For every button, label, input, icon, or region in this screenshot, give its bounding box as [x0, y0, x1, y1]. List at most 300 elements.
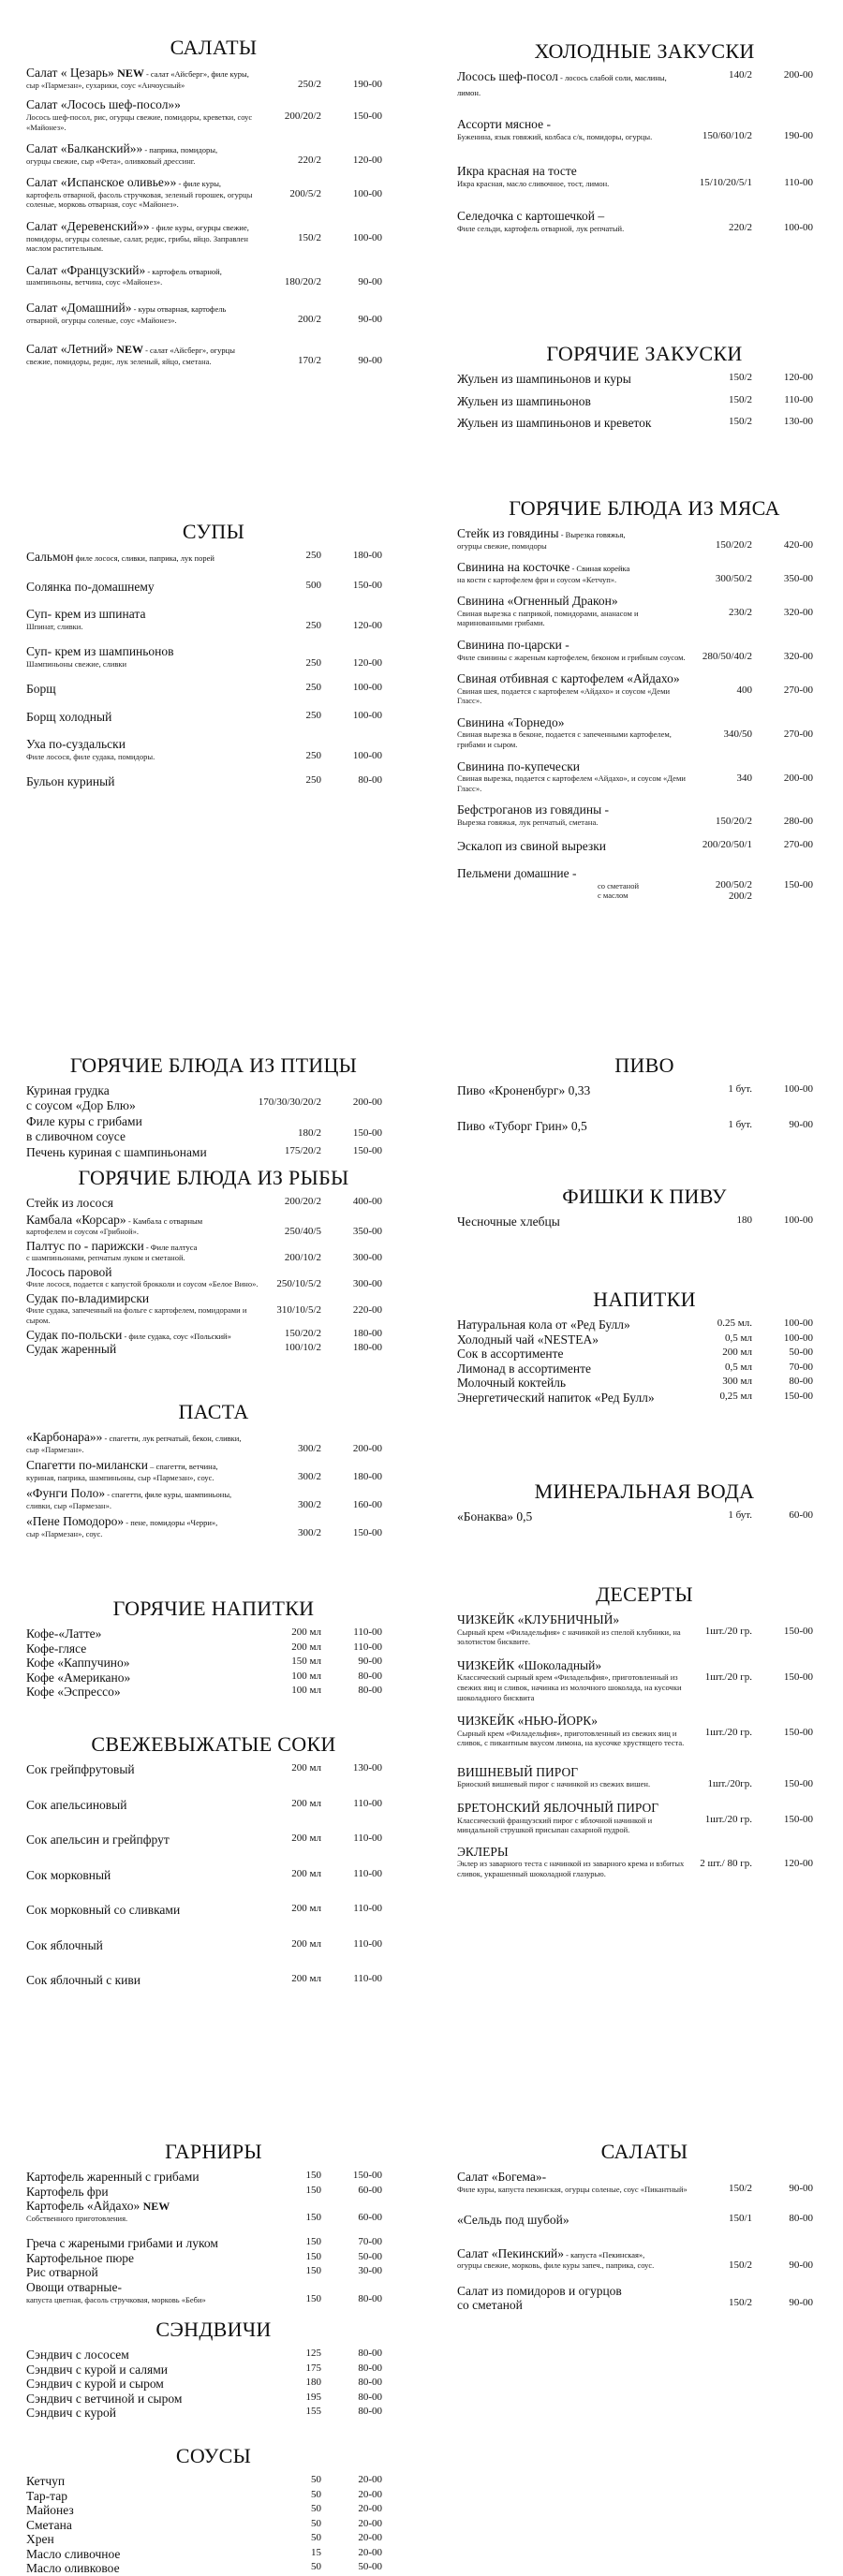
item-description: помидоры, огурцы соленые, салат, редис, грибы, яйцо. Заправлен маслом растительным. — [26, 233, 248, 254]
menu-item — [26, 1685, 401, 1700]
item-price: 100-00 — [352, 709, 382, 721]
item-price: 80-00 — [358, 2406, 382, 2418]
item-weight: 50 — [311, 2488, 321, 2500]
item-price: 320-00 — [783, 607, 813, 619]
item-description: Сырный крем «Филадельфия», приготовленный из свежих яиц и сливок, с пикантным вкусом лимона, на кусочке хрустящего теста. — [457, 1728, 685, 1748]
item-name: Кофе «Американо» — [26, 1670, 131, 1685]
item-price: 110-00 — [353, 1627, 382, 1638]
menu-item — [26, 1239, 401, 1263]
item-description: сыр «Пармезан», сухарики, соус «Анчоусный» — [26, 80, 185, 90]
menu-item — [26, 342, 401, 366]
menu-item — [26, 682, 401, 697]
item-price: 270-00 — [783, 728, 813, 740]
item-name: ВИШНЕВЫЙ ПИРОГ — [457, 1764, 578, 1779]
item-name: Судак по-польски — [26, 1327, 123, 1342]
item-name: Салат «Деревенский»» — [26, 219, 150, 234]
item-price: 20-00 — [358, 2546, 382, 2558]
menu-item — [457, 715, 832, 750]
item-name: Суп- крем из шампиньонов — [26, 644, 174, 659]
item-description: Свиная вырезка с паприкой, помидорами, ананасом и маринованными грибами. — [457, 608, 639, 628]
item-description: на кости с картофелем фри и соусом «Кетчуп». — [457, 574, 617, 584]
item-price: 100-00 — [783, 1214, 813, 1226]
item-description: отварной, огурцы соленые, соус «Майонез». — [26, 315, 177, 325]
item-name: Масло оливковое — [26, 2561, 120, 2576]
item-name: Майонез — [26, 2503, 74, 2518]
item-weight: 15/10/20/5/1 — [699, 177, 752, 189]
menu-item — [26, 1342, 401, 1357]
item-price: 160-00 — [352, 1499, 382, 1511]
item-price: 90-00 — [358, 275, 382, 287]
item-weight: 250/40/5 — [284, 1225, 321, 1237]
item-weight: 175 — [305, 2362, 321, 2374]
section-salads2 — [457, 2140, 832, 2313]
item-name: Солянка по-домашнему — [26, 579, 155, 594]
menu-item — [457, 839, 832, 854]
item-price: 120-00 — [783, 372, 813, 383]
item-weight: 50 — [311, 2474, 321, 2485]
menu-item — [26, 2377, 401, 2392]
menu-item — [26, 2170, 401, 2185]
item-name-line2: в сливочном соусе — [26, 1128, 126, 1143]
item-weight: 250 — [305, 750, 321, 762]
item-description: картофелем и соусом «Грибной». — [26, 1227, 140, 1237]
menu-item — [26, 2236, 401, 2251]
item-weight: 180/2 — [297, 1127, 321, 1140]
menu-item — [457, 638, 832, 662]
item-price: 80-00 — [358, 2293, 382, 2304]
item-inline-desc: - филе куры, — [176, 179, 222, 189]
item-name: Сок грейпфрутовый — [26, 1762, 135, 1776]
item-inline-desc: – спагетти, ветчина, — [147, 1462, 218, 1472]
item-price: 200-00 — [783, 69, 813, 81]
item-inline-desc: - Свиная корейка — [569, 564, 630, 574]
item-weight: 150/20/2 — [284, 1327, 321, 1339]
item-name: Свинина на косточке — [457, 560, 570, 575]
item-weight: 1 бут. — [728, 1509, 752, 1521]
menu-item — [26, 550, 401, 565]
item-price: 90-00 — [358, 355, 382, 367]
item-name: Судак жаренный — [26, 1342, 117, 1357]
item-weight: 250 — [305, 657, 321, 670]
item-price: 120-00 — [352, 657, 382, 670]
item-description: Собственного приготовления. — [26, 2213, 128, 2223]
item-name: ЧИЗКЕЙК «КЛУБНИЧНЫЙ» — [457, 1612, 620, 1627]
item-name: Кетчуп — [26, 2474, 66, 2488]
item-name: Овощи отварные- — [26, 2280, 122, 2294]
item-description: Филе куры, капуста пекинская, огурцы соленые, соус «Пикантный» — [457, 2184, 688, 2194]
item-name: Сок морковный со сливками — [26, 1903, 181, 1918]
item-inline-desc: - капуста «Пекинская», — [564, 2249, 645, 2260]
item-price: 100-00 — [352, 750, 382, 762]
item-price: 90-00 — [358, 314, 382, 325]
menu-item — [457, 1391, 832, 1406]
item-name: Энергетический напиток «Ред Булл» — [457, 1390, 655, 1405]
item-name: Сэндвич с курой и сыром — [26, 2377, 164, 2392]
menu-item — [457, 1612, 832, 1647]
menu-item — [457, 117, 832, 141]
item-description: куриная, паприка, шампиньоны, сыр «Пармезан», соус. — [26, 1472, 214, 1482]
item-price: 100-00 — [352, 188, 382, 200]
item-variant: с маслом — [598, 891, 629, 901]
section-fish — [26, 1166, 401, 1357]
item-name: Свинина «Торнедо» — [457, 714, 565, 729]
item-price: 110-00 — [353, 1973, 382, 1985]
item-price: 110-00 — [353, 1641, 382, 1653]
item-name: Картофель фри — [26, 2184, 109, 2199]
menu-item — [26, 1213, 401, 1237]
item-weight: 100/10/2 — [284, 1342, 321, 1354]
item-weight-2: 200/2 — [728, 891, 752, 903]
menu-item — [457, 1362, 832, 1376]
item-weight: 200 мл — [291, 1627, 321, 1638]
item-name: Сэндвич с лососем — [26, 2348, 129, 2362]
item-price: 180-00 — [352, 1327, 382, 1339]
item-name: Икра красная на тосте — [457, 164, 577, 179]
item-description: Классический французский пирог с яблочной начинкой и миндальной струшкой присыпан сахарной пудрой. — [457, 1815, 653, 1835]
item-weight: 200 мл — [291, 1641, 321, 1653]
item-name-line2: с соусом «Дор Блю» — [26, 1097, 136, 1112]
item-weight: 1шт./20 гр. — [704, 1814, 752, 1826]
section-title: НАПИТКИ — [593, 1288, 696, 1311]
item-description: Филе сельди, картофель отварной, лук репчатый. — [457, 223, 625, 233]
item-weight: 150/2 — [728, 2296, 752, 2308]
section-title: САЛАТЫ — [170, 36, 258, 59]
item-weight: 200/20/2 — [284, 1196, 321, 1207]
menu-item — [26, 1762, 401, 1777]
section-title: ГОРЯЧИЕ НАПИТКИ — [112, 1597, 315, 1620]
item-weight: 150/2 — [728, 393, 752, 405]
item-name: Суп- крем из шпината — [26, 607, 146, 622]
section-pasta — [26, 1400, 401, 1539]
item-name: Пельмени домашние - — [457, 866, 577, 881]
menu-item — [457, 2246, 832, 2271]
menu-item — [26, 219, 401, 254]
item-price: 300-00 — [352, 1277, 382, 1289]
item-price: 100-00 — [783, 1332, 813, 1344]
item-price: 80-00 — [358, 2377, 382, 2389]
item-price: 20-00 — [358, 2517, 382, 2529]
item-price: 60-00 — [358, 2184, 382, 2196]
section-title: ГОРЯЧИЕ ЗАКУСКИ — [546, 342, 743, 365]
item-weight: 170/2 — [297, 355, 321, 367]
item-name: Палтус по - парижски — [26, 1238, 144, 1253]
item-price: 20-00 — [358, 2474, 382, 2485]
item-price: 130-00 — [783, 416, 813, 428]
item-name: Сок яблочный с киви — [26, 1973, 141, 1988]
item-weight: 150/2 — [728, 2259, 752, 2271]
item-price: 80-00 — [358, 2362, 382, 2374]
item-description: Филе свинины с жареным картофелем, беконом и грибным соусом. — [457, 652, 686, 662]
item-weight: 200 мл — [291, 1833, 321, 1845]
item-weight: 0,5 мл — [725, 1332, 752, 1344]
menu-item — [26, 2503, 401, 2518]
item-weight: 150/20/2 — [715, 539, 752, 551]
menu-item — [457, 1376, 832, 1391]
item-name: Бульон куриный — [26, 774, 115, 789]
item-name: Жульен из шампиньонов — [457, 393, 591, 408]
section-hot-drinks — [26, 1597, 401, 1700]
item-weight: 2 шт./ 80 гр. — [700, 1857, 752, 1869]
item-weight: 220/2 — [728, 222, 752, 234]
new-badge: NEW — [142, 2200, 170, 2214]
item-weight: 150/60/10/2 — [702, 130, 752, 142]
menu-item — [26, 1938, 401, 1953]
item-weight: 1 бут. — [728, 1118, 752, 1130]
item-weight: 150 — [305, 2293, 321, 2304]
item-description: шампиньоны, ветчина, соус «Майонез». — [26, 277, 163, 287]
item-name: Холодный чай «NESTEA» — [457, 1332, 599, 1347]
item-name: Жульен из шампиньонов и креветок — [457, 416, 652, 431]
menu-item — [457, 2170, 832, 2194]
item-name: Кофе «Эспрессо» — [26, 1685, 121, 1700]
item-weight: 280/50/40/2 — [702, 651, 752, 663]
item-name: Салат «Домашний» — [26, 301, 132, 315]
section-hot-snacks — [457, 342, 832, 431]
item-price: 150-00 — [352, 110, 382, 123]
item-weight: 100 мл — [291, 1685, 321, 1697]
item-price: 20-00 — [358, 2488, 382, 2500]
item-weight: 1шт./20 гр. — [704, 1626, 752, 1637]
item-name: Кофе «Каппучино» — [26, 1656, 130, 1671]
item-weight: 300/2 — [297, 1499, 321, 1511]
section-title: СЭНДВИЧИ — [155, 2318, 272, 2341]
item-name: Сэндвич с курой и салями — [26, 2362, 168, 2377]
item-name: Эскалоп из свиной вырезки — [457, 838, 607, 853]
item-inline-desc: - куры отварная, картофель — [131, 304, 227, 314]
item-weight: 200 мл — [291, 1903, 321, 1915]
menu-item — [457, 1845, 832, 1879]
menu-item — [457, 1083, 832, 1098]
item-description: Свиная вырезка, подается с картофелем «Айдахо», и соусом «Деми Гласс». — [457, 773, 686, 793]
section-water — [457, 1479, 832, 1524]
section-desserts — [457, 1582, 832, 1879]
item-price: 220-00 — [352, 1303, 382, 1316]
item-price: 110-00 — [784, 393, 813, 405]
item-name: Салат « Цезарь» — [26, 66, 114, 80]
menu-item — [26, 1903, 401, 1918]
item-name: Филе куры с грибами — [26, 1114, 142, 1129]
menu-item — [26, 1671, 401, 1685]
menu-item — [457, 1119, 832, 1134]
item-price: 110-00 — [353, 1833, 382, 1845]
section-garnish — [26, 2140, 401, 2304]
menu-item — [457, 1765, 832, 1789]
item-weight: 1шт./20 гр. — [704, 1671, 752, 1683]
item-weight: 150/2 — [728, 416, 752, 428]
item-name: Сок яблочный — [26, 1937, 103, 1952]
item-description: огурцы свежие, помидоры — [457, 540, 547, 551]
item-weight: 400 — [736, 684, 752, 697]
item-price: 150-00 — [352, 1127, 382, 1140]
item-name: Сэндвич с курой — [26, 2406, 117, 2421]
item-price: 100-00 — [352, 682, 382, 694]
new-badge: NEW — [116, 343, 143, 357]
menu-item — [26, 1514, 401, 1538]
item-variant: со сметаной — [598, 880, 640, 891]
menu-item — [26, 710, 401, 725]
item-weight: 200/20/2 — [284, 110, 321, 123]
item-price: 150-00 — [783, 1626, 813, 1637]
item-weight: 200 мл — [291, 1762, 321, 1774]
item-weight: 340 — [736, 772, 752, 784]
menu-item — [26, 2518, 401, 2533]
menu-item — [26, 66, 401, 90]
item-price: 150-00 — [352, 579, 382, 591]
item-inline-desc: - Камбала с отварным — [126, 1215, 203, 1226]
item-name: Лосось шеф-посол — [457, 69, 558, 83]
item-price: 100-00 — [352, 232, 382, 244]
item-weight: 250 — [305, 620, 321, 632]
item-weight: 200/20/50/1 — [702, 838, 752, 850]
item-name: «Карбонара»» — [26, 1430, 103, 1444]
menu-item — [26, 1328, 401, 1343]
item-description: Икра красная, масло сливочное, тост, лимон. — [457, 178, 610, 188]
item-name: Печень куриная с шампиньонами — [26, 1145, 207, 1160]
menu-item — [457, 394, 832, 409]
item-weight: 220/2 — [297, 155, 321, 167]
item-inline-desc: - Филе палтуса — [143, 1242, 198, 1252]
item-price: 200-00 — [352, 1443, 382, 1454]
item-weight: 250 — [305, 550, 321, 561]
item-price: 100-00 — [783, 1317, 813, 1329]
item-weight: 0,25 мл — [719, 1390, 752, 1402]
item-weight: 50 — [311, 2517, 321, 2529]
menu-item — [26, 644, 401, 669]
section-poultry — [26, 1053, 401, 1160]
item-weight: 500 — [305, 579, 321, 591]
menu-item — [26, 2185, 401, 2200]
item-inline-desc: - паприка, помидоры, — [142, 145, 218, 155]
menu-item — [457, 1714, 832, 1748]
item-description: огурцы свежие, морковь, филе куры запеч., паприка, соус. — [457, 2260, 655, 2271]
menu-item — [457, 866, 832, 901]
section-title: СУПЫ — [182, 520, 245, 543]
item-name: Пиво «Туборг Грин» 0,5 — [457, 1118, 587, 1133]
item-price: 110-00 — [353, 1797, 382, 1809]
item-weight: 300/2 — [297, 1471, 321, 1483]
item-description: Бриоский вишневый пирог с начинкой из свежих вишен. — [457, 1779, 651, 1789]
item-weight: 200 мл — [291, 1797, 321, 1809]
menu-item — [26, 301, 401, 325]
item-weight: 150/20/2 — [715, 816, 752, 828]
menu-item — [26, 2392, 401, 2407]
item-price: 300-00 — [352, 1251, 382, 1263]
item-price: 90-00 — [789, 1118, 813, 1130]
menu-item — [26, 2280, 401, 2304]
menu-item — [26, 1973, 401, 1988]
item-price: 420-00 — [783, 539, 813, 551]
item-weight: 250 — [305, 709, 321, 721]
item-name: Хрен — [26, 2532, 54, 2547]
item-weight: 150 — [305, 2236, 321, 2248]
item-name: Сок морковный — [26, 1867, 111, 1882]
item-price: 90-00 — [789, 2259, 813, 2271]
item-weight: 200/50/2 — [715, 879, 752, 891]
menu-item — [457, 594, 832, 628]
menu-item — [26, 1114, 401, 1143]
menu-item — [26, 2265, 401, 2280]
item-weight: 140/2 — [728, 69, 752, 81]
item-weight: 150 — [305, 2170, 321, 2181]
item-price: 200-00 — [352, 1097, 382, 1108]
item-description: сыр «Пармезан», соус. — [26, 1528, 103, 1538]
item-weight: 230/2 — [728, 607, 752, 619]
item-price: 180-00 — [352, 1471, 382, 1483]
item-price: 280-00 — [783, 816, 813, 828]
menu-item — [26, 1868, 401, 1883]
item-price: 150-00 — [783, 1777, 813, 1789]
item-name: Спагетти по-милански — [26, 1458, 148, 1473]
item-name: ЧИЗКЕЙК «НЬЮ-ЙОРК» — [457, 1714, 599, 1729]
item-price: 150-00 — [783, 1671, 813, 1683]
item-description: Буженина, язык говяжий, колбаса с/к, помидоры, огурцы. — [457, 131, 653, 141]
item-name: Борщ холодный — [26, 709, 112, 724]
item-price: 110-00 — [353, 1937, 382, 1950]
item-description: Шпинат, сливки. — [26, 621, 83, 631]
section-juices — [26, 1732, 401, 1988]
item-description: Вырезка говяжья, лук репчатый, сметана. — [457, 817, 599, 827]
item-price: 320-00 — [783, 651, 813, 663]
section-title: ГОРЯЧИЕ БЛЮДА ИЗ МЯСА — [509, 496, 780, 520]
item-price: 180-00 — [352, 1342, 382, 1354]
item-weight: 1шт./20 гр. — [704, 1727, 752, 1739]
item-weight: 150 — [305, 2265, 321, 2277]
item-price: 120-00 — [352, 155, 382, 167]
menu-item — [26, 1656, 401, 1671]
item-weight: 250 — [305, 774, 321, 787]
item-inline-desc: - картофель отварной, — [145, 266, 222, 276]
item-price: 90-00 — [358, 1656, 382, 1668]
menu-item — [26, 97, 401, 132]
menu-item — [26, 1265, 401, 1289]
item-weight: 250 — [305, 682, 321, 694]
item-price: 110-00 — [353, 1903, 382, 1915]
item-description: сыр «Пармезан». — [26, 1444, 84, 1454]
item-price: 190-00 — [783, 130, 813, 142]
item-name: ЧИЗКЕЙК «Шоколадный» — [457, 1657, 602, 1672]
menu-item — [26, 1458, 401, 1482]
item-name: Сок апельсин и грейпфрут — [26, 1833, 170, 1847]
section-beer-snacks — [457, 1185, 832, 1229]
item-price: 120-00 — [783, 1857, 813, 1869]
menu-item — [457, 2284, 832, 2313]
menu-item — [26, 2474, 401, 2489]
item-price: 150-00 — [352, 1527, 382, 1539]
item-price: 350-00 — [783, 573, 813, 585]
menu-item — [26, 607, 401, 631]
section-drinks — [457, 1288, 832, 1405]
section-title: СВЕЖЕВЫЖАТЫЕ СОКИ — [91, 1732, 336, 1756]
item-inline-desc: филе лосося, сливки, паприка, лук порей — [73, 553, 214, 563]
menu-item — [26, 1641, 401, 1656]
item-name: Стейк из говядины — [457, 526, 559, 540]
item-weight: 125 — [305, 2348, 321, 2359]
item-name: Сок в ассортименте — [457, 1347, 564, 1362]
item-name: Лосось паровой — [26, 1264, 112, 1279]
item-description: капуста цветная, фасоль стручковая, морковь «Беби» — [26, 2294, 206, 2304]
item-weight: 310/10/5/2 — [276, 1303, 321, 1316]
item-weight: 200/2 — [297, 314, 321, 325]
item-price: 190-00 — [352, 79, 382, 90]
item-inline-desc: - спагетти, филе куры, шампиньоны, — [105, 1490, 232, 1500]
menu-item — [457, 1332, 832, 1347]
item-price: 80-00 — [358, 1670, 382, 1682]
item-weight: 0.25 мл. — [717, 1317, 752, 1329]
item-inline-desc: - филе куры, огурцы свежие, — [149, 223, 249, 233]
menu-item — [457, 69, 832, 98]
menu-item — [26, 774, 401, 789]
item-description: свежие, помидоры, редис, лук зеленый, яйцо, сметана. — [26, 356, 212, 366]
